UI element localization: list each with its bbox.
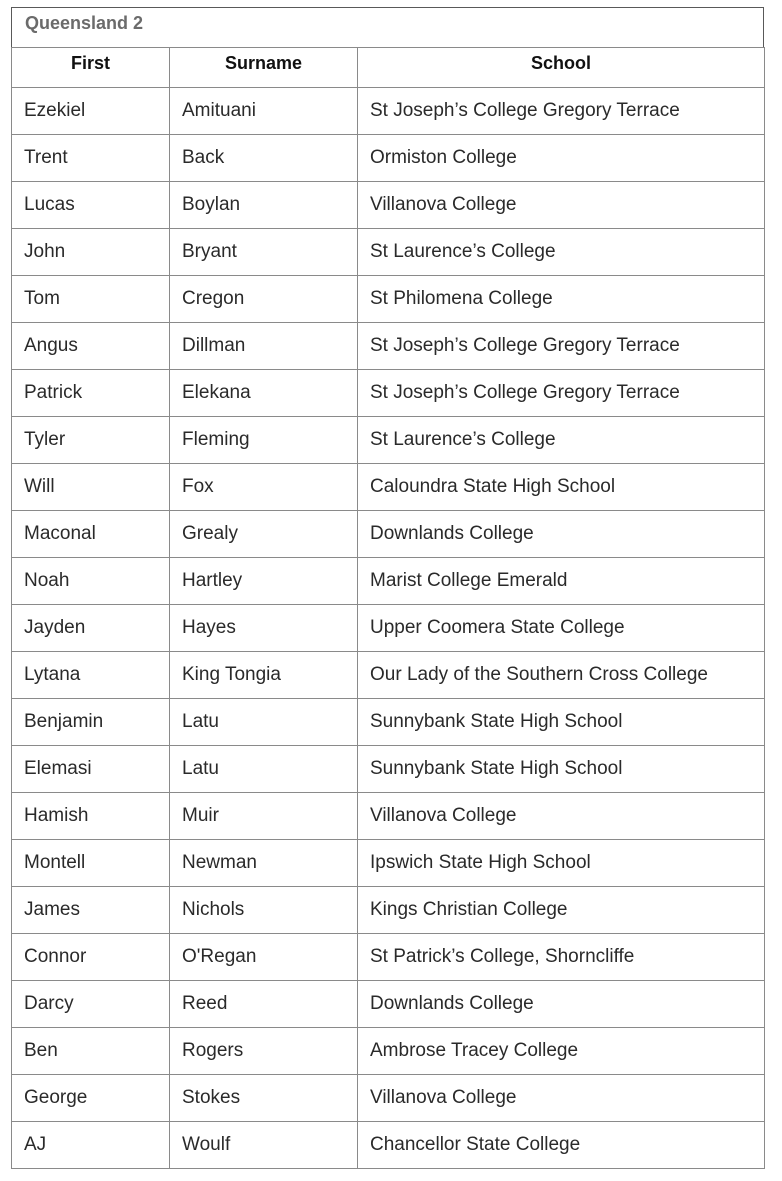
cell-surname: Dillman [170,323,358,370]
cell-first: Ben [12,1028,170,1075]
table-row [12,605,765,652]
table-row [12,934,765,981]
table-row [12,840,765,887]
table-row [12,1028,765,1075]
cell-school: Villanova College [358,1075,765,1122]
cell-first: Lucas [12,182,170,229]
table-row [12,88,765,135]
cell-surname: Fox [170,464,358,511]
table-row [12,699,765,746]
cell-surname: Cregon [170,276,358,323]
cell-first: Will [12,464,170,511]
cell-surname: Amituani [170,88,358,135]
cell-school: St Laurence’s College [358,229,765,276]
cell-first: John [12,229,170,276]
cell-first: Ezekiel [12,88,170,135]
cell-first: Hamish [12,793,170,840]
table-row [12,652,765,699]
cell-school: Sunnybank State High School [358,746,765,793]
header-surname: Surname [170,48,358,88]
cell-surname: Elekana [170,370,358,417]
cell-surname: Hartley [170,558,358,605]
table-row [12,135,765,182]
cell-surname: Boylan [170,182,358,229]
table-row [12,793,765,840]
table-row [12,981,765,1028]
cell-school: Marist College Emerald [358,558,765,605]
cell-surname: Back [170,135,358,182]
cell-first: Patrick [12,370,170,417]
cell-surname: O'Regan [170,934,358,981]
cell-surname: Grealy [170,511,358,558]
cell-surname: Woulf [170,1122,358,1169]
cell-school: Upper Coomera State College [358,605,765,652]
cell-school: Ambrose Tracey College [358,1028,765,1075]
cell-surname: King Tongia [170,652,358,699]
cell-first: Darcy [12,981,170,1028]
cell-first: Elemasi [12,746,170,793]
table-row [12,417,765,464]
cell-surname: Fleming [170,417,358,464]
cell-school: Kings Christian College [358,887,765,934]
cell-surname: Muir [170,793,358,840]
cell-school: Downlands College [358,511,765,558]
header-first: First [12,48,170,88]
table-header-row [12,48,765,88]
cell-surname: Hayes [170,605,358,652]
roster-table-container [11,7,764,1169]
table-row [12,746,765,793]
table-row [12,464,765,511]
cell-school: St Patrick’s College, Shorncliffe [358,934,765,981]
cell-first: Trent [12,135,170,182]
cell-school: Downlands College [358,981,765,1028]
cell-first: Lytana [12,652,170,699]
cell-school: St Joseph’s College Gregory Terrace [358,323,765,370]
cell-first: Montell [12,840,170,887]
table-body [12,88,765,1169]
cell-first: Tyler [12,417,170,464]
cell-surname: Newman [170,840,358,887]
cell-school: Our Lady of the Southern Cross College [358,652,765,699]
cell-first: Connor [12,934,170,981]
cell-school: Ormiston College [358,135,765,182]
cell-school: St Joseph’s College Gregory Terrace [358,370,765,417]
cell-first: Jayden [12,605,170,652]
table-row [12,1122,765,1169]
cell-school: St Philomena College [358,276,765,323]
cell-first: Noah [12,558,170,605]
cell-school: Ipswich State High School [358,840,765,887]
cell-first: James [12,887,170,934]
cell-school: Villanova College [358,793,765,840]
cell-first: Maconal [12,511,170,558]
cell-school: St Laurence’s College [358,417,765,464]
table-row [12,887,765,934]
roster-table [11,47,765,1169]
table-row [12,511,765,558]
cell-school: St Joseph’s College Gregory Terrace [358,88,765,135]
cell-first: Tom [12,276,170,323]
cell-first: George [12,1075,170,1122]
cell-school: Sunnybank State High School [358,699,765,746]
cell-first: Benjamin [12,699,170,746]
cell-surname: Latu [170,746,358,793]
cell-surname: Stokes [170,1075,358,1122]
cell-first: AJ [12,1122,170,1169]
table-row [12,276,765,323]
cell-school: Chancellor State College [358,1122,765,1169]
cell-school: Villanova College [358,182,765,229]
table-row [12,323,765,370]
table-row [12,182,765,229]
cell-surname: Nichols [170,887,358,934]
cell-school: Caloundra State High School [358,464,765,511]
cell-surname: Bryant [170,229,358,276]
header-school: School [358,48,765,88]
table-row [12,229,765,276]
cell-surname: Latu [170,699,358,746]
table-row [12,370,765,417]
cell-surname: Reed [170,981,358,1028]
table-row [12,1075,765,1122]
cell-surname: Rogers [170,1028,358,1075]
cell-first: Angus [12,323,170,370]
table-row [12,558,765,605]
table-caption: Queensland 2 [11,7,764,48]
